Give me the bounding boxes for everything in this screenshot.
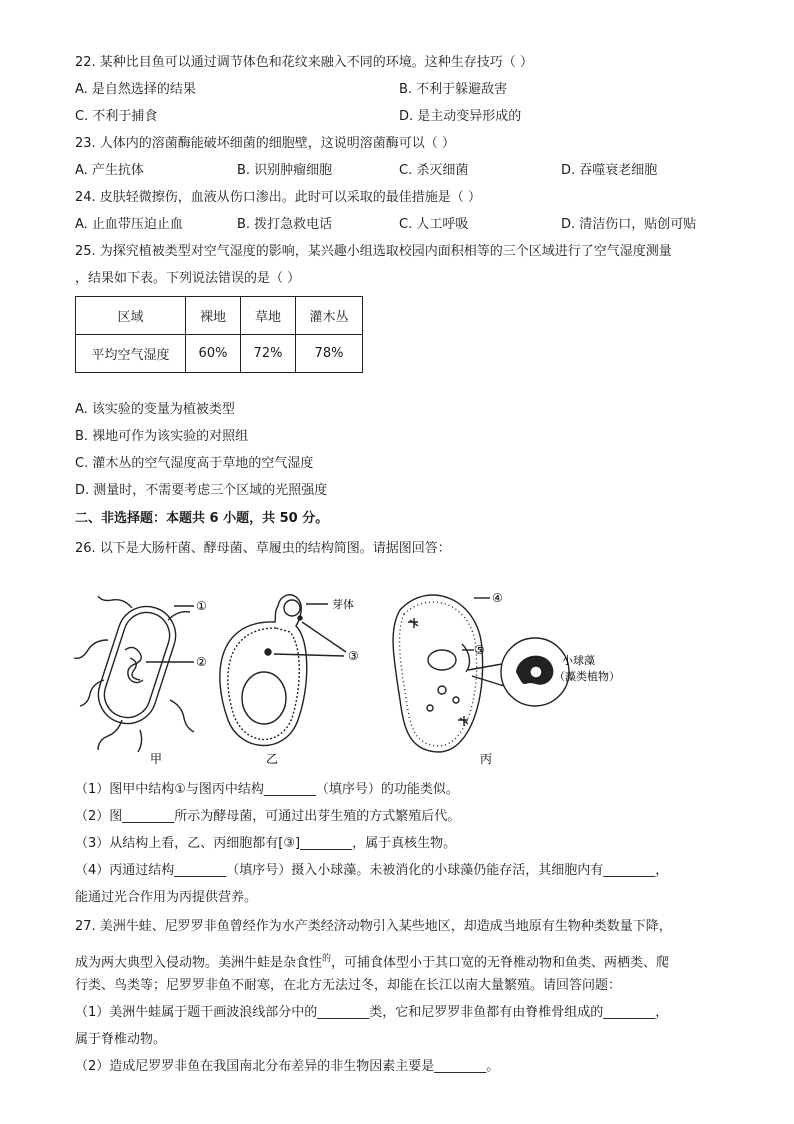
table-cell: 平均空气湿度: [76, 335, 186, 373]
bacterium-diagram: [74, 596, 194, 752]
label-yi: 乙: [266, 752, 279, 766]
q27-line2: [75, 950, 669, 972]
label-bing: 丙: [480, 752, 493, 766]
q26-sub2: （2）图________所示为酵母菌，可通过出芽生殖的方式繁殖后代。: [75, 809, 461, 824]
q27-sub1-line1: （1）美洲牛蛙属于题干画波浪线部分中的________类，它和尼罗罗非鱼都有由脊椎骨组成的________，: [75, 1005, 669, 1020]
q22-option-a: A. 是自然选择的结果: [75, 82, 196, 97]
q23-stem: 23. 人体内的溶菌酶能破坏细菌的细胞壁，这说明溶菌酶可以（ ）: [75, 136, 455, 151]
table-header-cell: 灌木丛: [296, 297, 363, 335]
label-bud: 芽体: [332, 598, 354, 611]
q24-stem: 24. 皮肤轻微擦伤，血液从伤口渗出。此时可以采取的最佳措施是（ ）: [75, 190, 481, 205]
label-alga-note: （藻类植物）: [554, 670, 620, 683]
q27-sub1-line2: 属于脊椎动物。: [75, 1032, 167, 1047]
q25-stem-line1: 25. 为探究植被类型对空气湿度的影响，某兴趣小组选取校园内面积相等的三个区域进行了空气湿度测量: [75, 244, 672, 259]
q27-line2-sup: 的: [322, 954, 332, 964]
label-jia: 甲: [150, 752, 163, 766]
section-title: 二、非选择题：本题共 6 小题，共 50 分。: [75, 511, 329, 526]
yeast-diagram: [220, 595, 346, 746]
q26-sub4-line1: （4）丙通过结构________（填序号）摄入小球藻。未被消化的小球藻仍能存活，其细胞内有________，: [75, 863, 669, 878]
table-row: [76, 335, 363, 373]
table-cell: 72%: [241, 335, 296, 373]
q24-option-a: A. 止血带压迫止血: [75, 217, 183, 232]
q26-sub1: （1）图甲中结构①与图丙中结构________（填序号）的功能类似。: [75, 782, 459, 797]
table-header-row: [76, 297, 363, 335]
table-header-cell: 草地: [241, 297, 296, 335]
q27-line1: 27. 美洲牛蛙、尼罗罗非鱼曾经作为水产类经济动物引入某些地区，却造成当地原有生物种类数量下降，: [75, 919, 672, 934]
label-3: ③: [348, 649, 359, 663]
q24-option-b: B. 拨打急救电话: [237, 217, 333, 232]
humidity-table: [75, 296, 363, 373]
q27-line2-b: ，可捕食体型小于其口宽的无脊椎动物和鱼类、两栖类、爬: [331, 955, 670, 971]
q27-sub2: （2）造成尼罗罗非鱼在我国南北分布差异的非生物因素主要是________。: [75, 1059, 500, 1074]
paramecium-diagram: [393, 595, 569, 752]
q22-option-b: B. 不利于躲避敌害: [399, 82, 508, 97]
cell-structure-figure: [70, 580, 660, 770]
label-4: ④: [492, 591, 503, 605]
q22-option-d: D. 是主动变异形成的: [399, 109, 522, 124]
q25-stem-line2: ，结果如下表。下列说法错误的是（ ）: [75, 271, 301, 286]
q24-option-d: D. 清洁伤口，贴创可贴: [561, 217, 697, 232]
q26-stem: 26. 以下是大肠杆菌、酵母菌、草履虫的结构简图。请据图回答：: [75, 541, 451, 556]
table-header-cell: 裸地: [186, 297, 241, 335]
label-2: ②: [196, 655, 207, 669]
label-5: ⑤: [474, 643, 485, 657]
label-alga: 小球藻: [562, 654, 595, 667]
q25-option-a: A. 该实验的变量为植被类型: [75, 402, 235, 417]
table-cell: 60%: [186, 335, 241, 373]
label-1: ①: [196, 599, 207, 613]
q23-option-b: B. 识别肿瘤细胞: [237, 163, 333, 178]
q25-option-d: D. 测量时，不需要考虑三个区域的光照强度: [75, 483, 328, 498]
q23-option-c: C. 杀灭细菌: [399, 163, 469, 178]
table-cell: 78%: [296, 335, 363, 373]
table-header-cell: 区域: [76, 297, 186, 335]
q27-line3: 行类、鸟类等；尼罗罗非鱼不耐寒，在北方无法过冬，却能在长江以南大量繁殖。请回答问题：: [75, 978, 622, 993]
q26-sub4-line2: 能通过光合作用为丙提供营养。: [75, 890, 258, 905]
q26-sub3: （3）从结构上看，乙、丙细胞都有[③]________，属于真核生物。: [75, 836, 457, 851]
q25-option-c: C. 灌木丛的空气湿度高于草地的空气湿度: [75, 456, 314, 471]
q23-option-d: D. 吞噬衰老细胞: [561, 163, 658, 178]
q24-option-c: C. 人工呼吸: [399, 217, 469, 232]
q23-option-a: A. 产生抗体: [75, 163, 144, 178]
q25-option-b: B. 裸地可作为该实验的对照组: [75, 429, 249, 444]
q22-stem: 22. 某种比目鱼可以通过调节体色和花纹来融入不同的环境。这种生存技巧（ ）: [75, 55, 533, 70]
q22-option-c: C. 不利于捕食: [75, 109, 158, 124]
q27-line2-a: 成为两大典型入侵动物。美洲牛蛙是杂食性: [75, 955, 323, 971]
